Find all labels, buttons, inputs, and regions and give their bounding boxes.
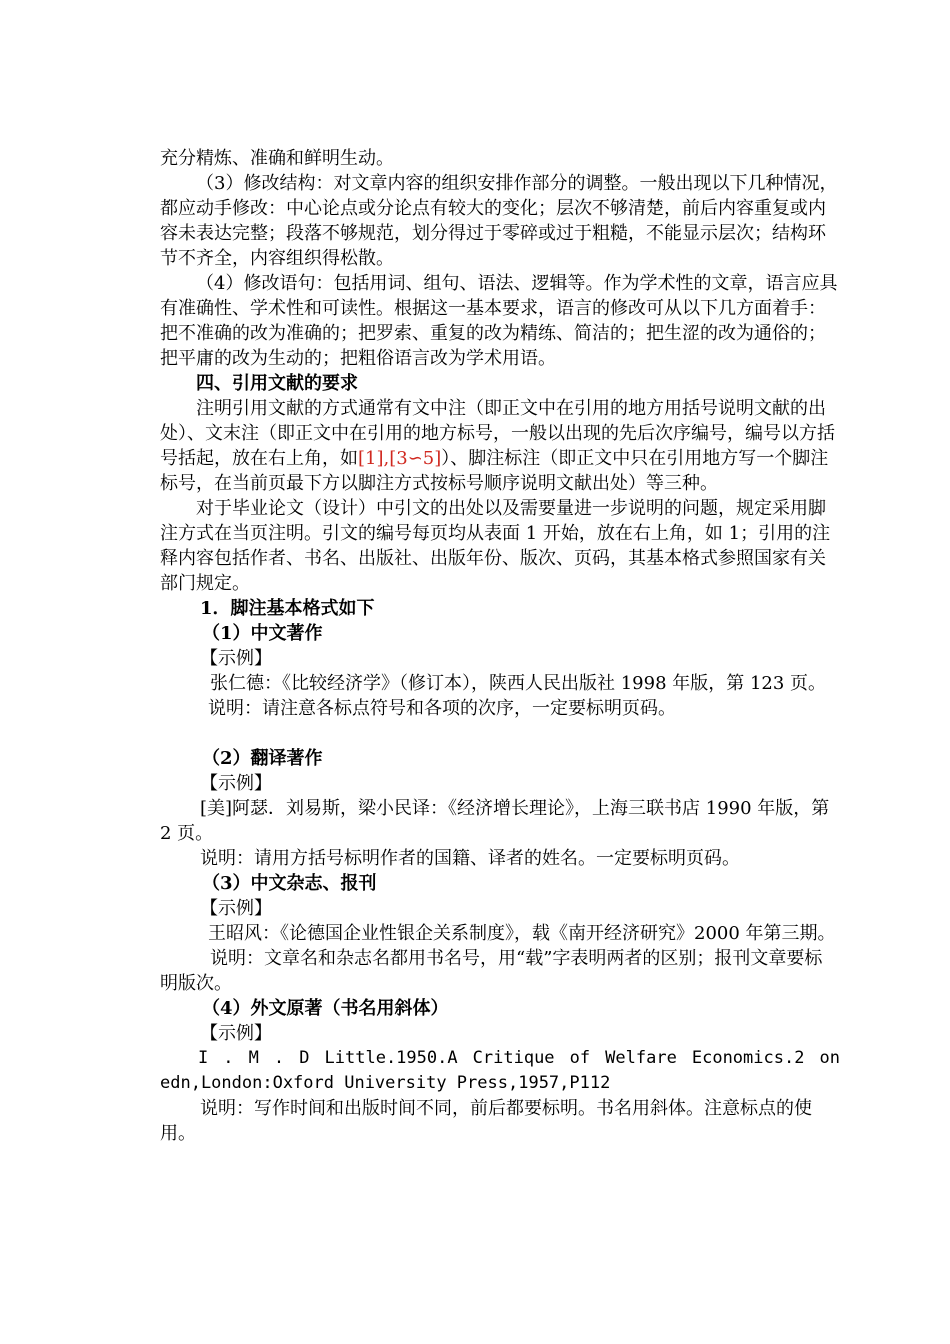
- section-heading-citation: 四、引用文献的要求: [196, 373, 358, 394]
- note-translated-book: 说明：请用方括号标明作者的国籍、译者的姓名。一定要标明页码。: [200, 848, 740, 869]
- example-chinese-book: 张仁德：《比较经济学》（修订本），陕西人民出版社 1998 年版，第 123 页。: [210, 673, 827, 694]
- subheading-footnote-format: 1．脚注基本格式如下: [200, 598, 375, 619]
- example-chinese-journal: 王昭风：《论德国企业性银企关系制度》，载《南开经济研究》2000 年第三期。: [208, 923, 836, 944]
- note-chinese-book: 说明：请注意各标点符号和各项的次序，一定要标明页码。: [208, 698, 676, 719]
- citation-text-b: ）、脚注标注（即正文中只在引用地方写一个脚注标号，在当前页最下方以脚注方式按标号顺序说明文献出处）等三种。: [160, 448, 829, 494]
- example-label: 【示例】: [200, 1023, 272, 1044]
- blank-line: [160, 721, 840, 746]
- subheading-translated-books: （2）翻译著作: [202, 748, 323, 769]
- example-label: 【示例】: [200, 898, 272, 919]
- document-body: [160, 146, 840, 1146]
- subheading-chinese-journals: （3）中文杂志、报刊: [202, 873, 377, 894]
- paragraph-continuation: 充分精炼、准确和鲜明生动。: [160, 148, 394, 169]
- subheading-chinese-books: （1）中文著作: [202, 623, 323, 644]
- example-label: 【示例】: [200, 773, 272, 794]
- citation-reference-example: [1],[3∽5]: [358, 448, 442, 469]
- subheading-foreign-books: （4）外文原著（书名用斜体）: [202, 998, 449, 1019]
- example-foreign-book-line2: edn,London:Oxford University Press,1957,P112: [160, 1073, 611, 1093]
- paragraph-citation-methods: [160, 396, 840, 496]
- example-foreign-book-line1: I . M . D Little.1950.A Critique of Welfare Economics.2 on: [198, 1048, 840, 1068]
- paragraph-revise-sentences: （4）修改语句：包括用词、组句、语法、逻辑等。作为学术性的文章，语言应具有准确性、学术性和可读性。根据这一基本要求，语言的修改可从以下几方面着手：把不准确的改为准确的；把罗索、重复的改为精练、简洁的；把生涩的改为通俗的；把平庸的改为生动的；把粗俗语言改为学术用语。: [160, 273, 838, 369]
- example-translated-book: [美]阿瑟．刘易斯，梁小民译：《经济增长理论》，上海三联书店 1990 年版，第 2 页。: [160, 798, 830, 844]
- citation-text-a: 注明引用文献的方式通常有文中注（即正文中在引用的地方用括号说明文献的出处）、文末注（即正文中在引用的地方标号，一般以出现的先后次序编号，编号以方括号括起，放在右上角，如: [160, 398, 835, 469]
- note-foreign-book: 说明：写作时间和出版时间不同，前后都要标明。书名用斜体。注意标点的使用。: [160, 1098, 812, 1144]
- paragraph-footnote-rule: 对于毕业论文（设计）中引文的出处以及需要量进一步说明的问题，规定采用脚注方式在当页注明。引文的编号每页均从表面 1 开始，放在右上角，如 1；引用的注释内容包括作者、书名、出版社、出版年份、版次、页码，其基本格式参照国家有关部门规定。: [160, 498, 831, 594]
- example-label: 【示例】: [200, 648, 272, 669]
- paragraph-revise-structure: （3）修改结构：对文章内容的组织安排作部分的调整。一般出现以下几种情况，都应动手修改：中心论点或分论点有较大的变化；层次不够清楚，前后内容重复或内容未表达完整；段落不够规范，划分得过于零碎或过于粗糙，不能显示层次；结构环节不齐全，内容组织得松散。: [160, 173, 838, 269]
- note-chinese-journal: 说明：文章名和杂志名都用书名号，用“载”字表明两者的区别；报刊文章要标明版次。: [160, 948, 823, 994]
